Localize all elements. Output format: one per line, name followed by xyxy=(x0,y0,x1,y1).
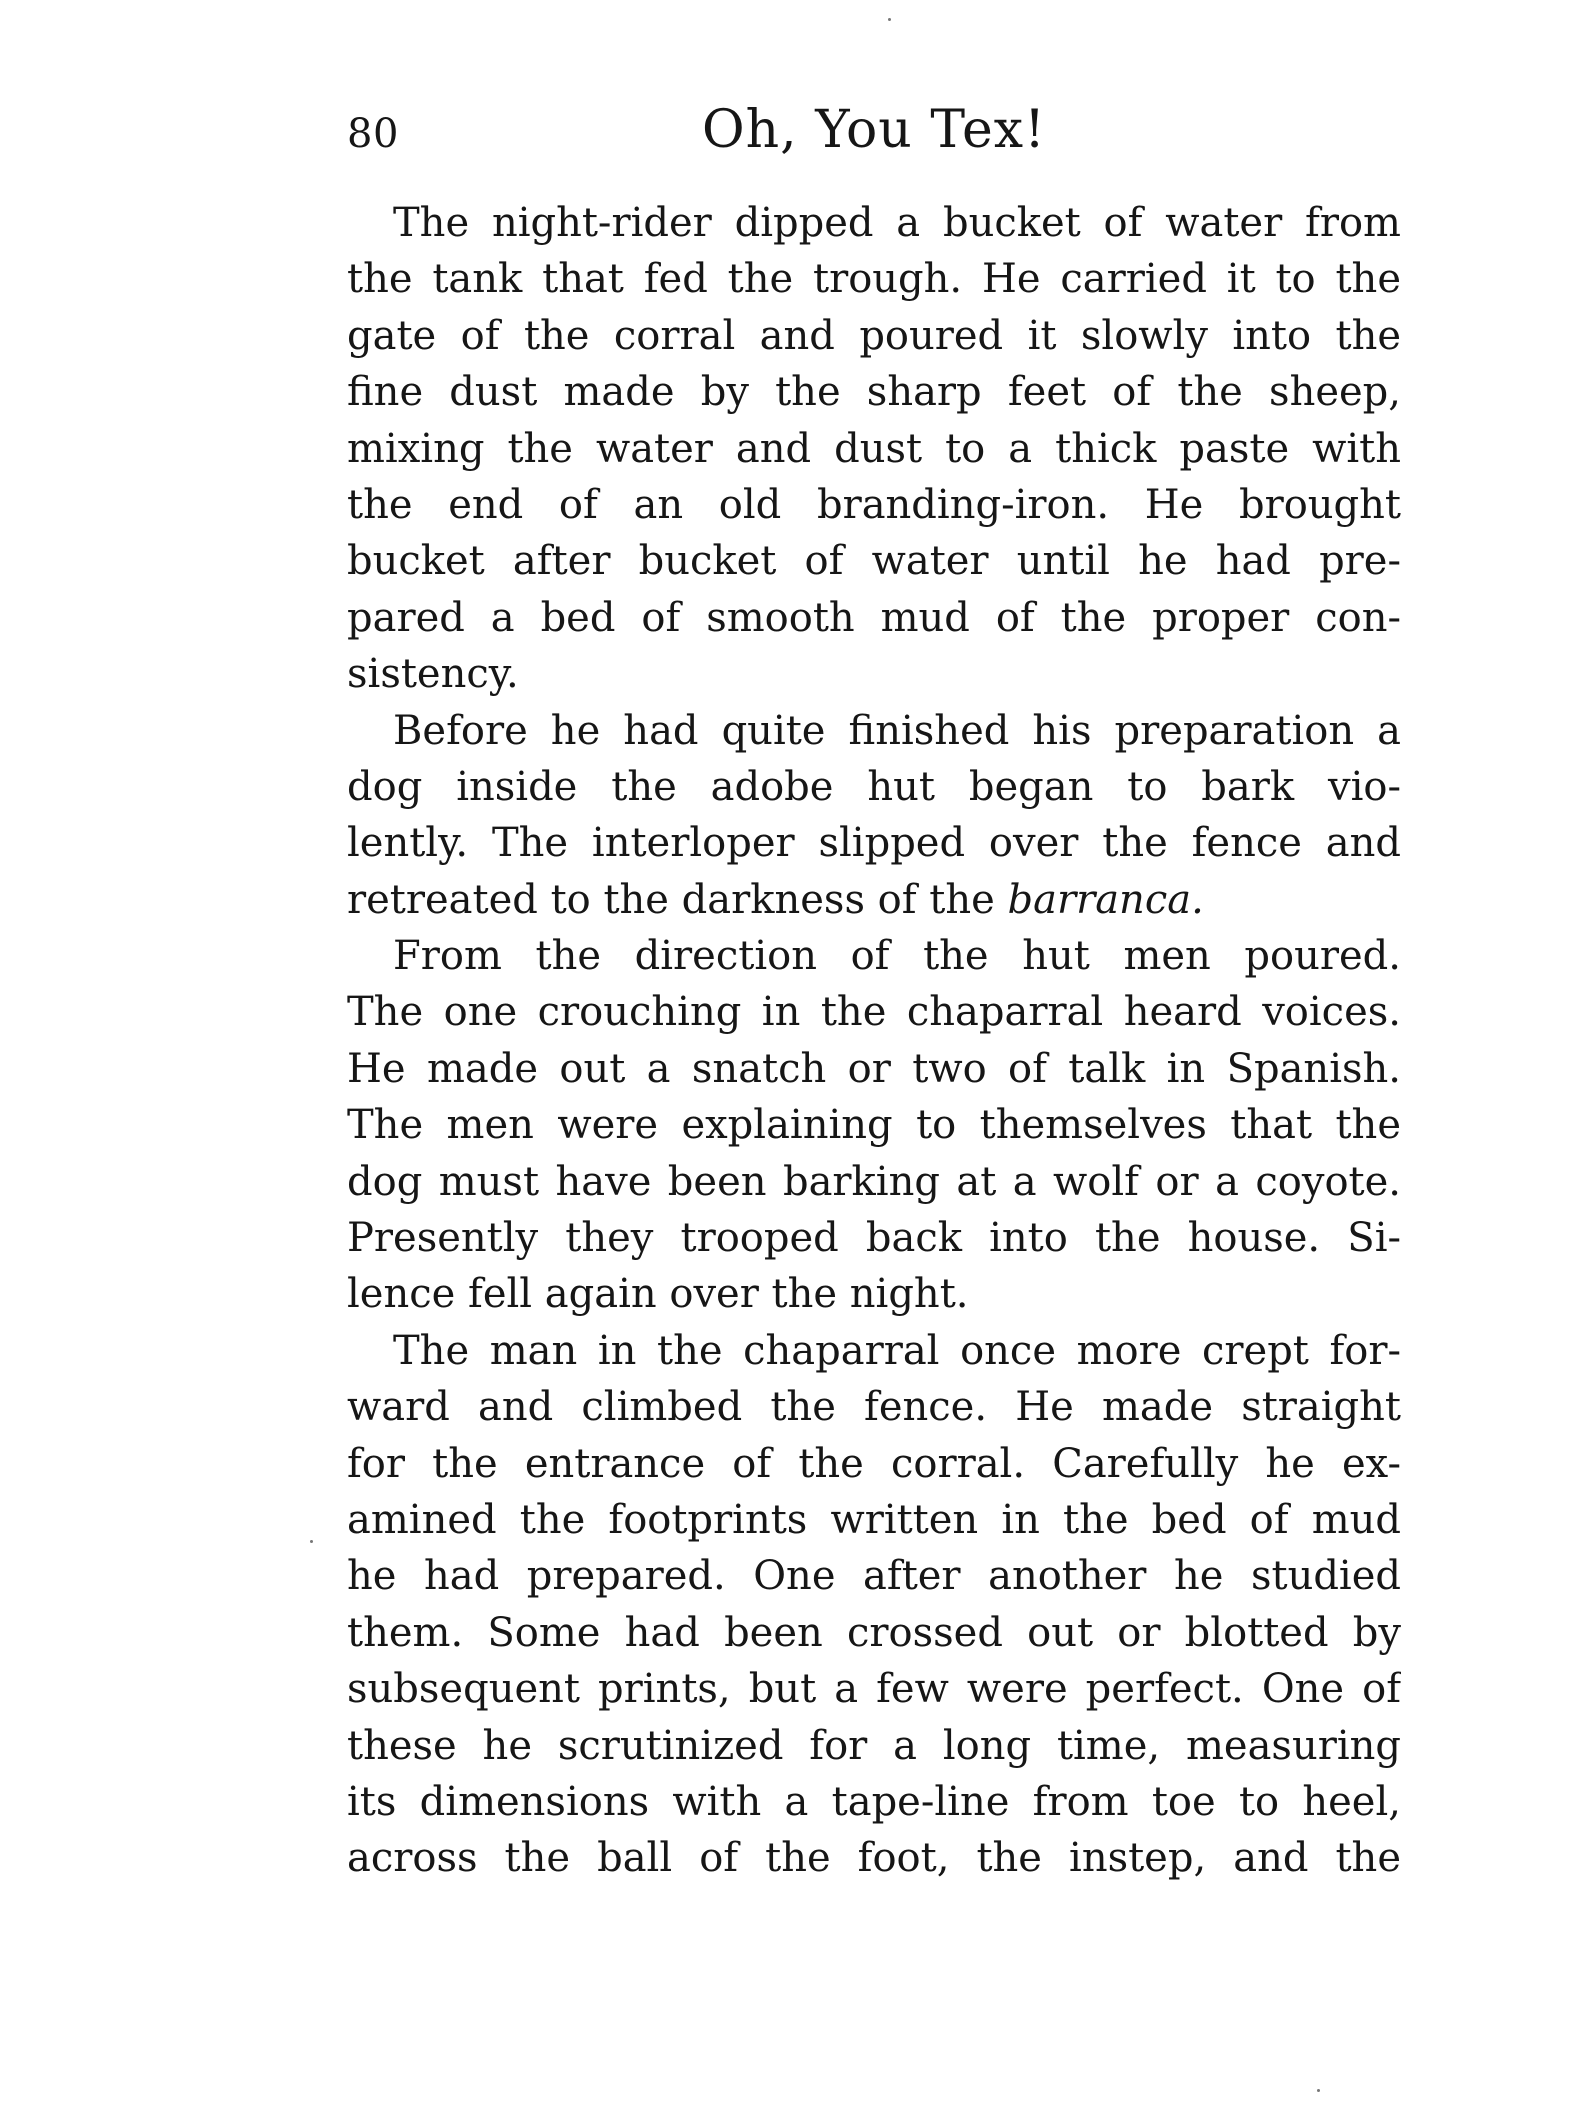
text-line: bucket after bucket of water until he had pre- xyxy=(347,538,1401,585)
print-speck xyxy=(888,18,891,21)
paragraph xyxy=(347,703,1401,929)
paragraph xyxy=(347,195,1401,703)
text-line: Presently they trooped back into the house. Si- xyxy=(347,1215,1401,1262)
text-line: them. Some had been crossed out or blotted by xyxy=(347,1609,1401,1656)
text-line: the tank that fed the trough. He carried it to the xyxy=(347,256,1401,303)
body-text xyxy=(347,195,1401,1887)
paragraph xyxy=(347,1323,1401,1887)
text-line: lently. The interloper slipped over the fence and xyxy=(347,820,1401,867)
text-line: lence fell again over the night. xyxy=(347,1271,969,1318)
text-line: Before he had quite finished his preparation a xyxy=(393,707,1401,754)
text-line: gate of the corral and poured it slowly into the xyxy=(347,312,1401,359)
text-line: dog must have been barking at a wolf or a coyote. xyxy=(347,1158,1401,1205)
text-line: dog inside the adobe hut began to bark vio- xyxy=(347,763,1401,810)
text-line: the end of an old branding-iron. He brought xyxy=(347,481,1401,528)
page-header xyxy=(347,100,1401,174)
text-line: fine dust made by the sharp feet of the sheep, xyxy=(347,369,1401,416)
paragraph xyxy=(347,928,1401,1323)
italic-word: barranca. xyxy=(1007,876,1204,923)
text-line: amined the footprints written in the bed of mud xyxy=(347,1496,1401,1543)
text-line: The one crouching in the chaparral heard voices. xyxy=(347,989,1401,1036)
text-line: these he scrutinized for a long time, measuring xyxy=(347,1722,1401,1769)
print-speck xyxy=(310,1540,313,1543)
text-line: its dimensions with a tape-line from toe to heel, xyxy=(347,1778,1401,1825)
page-number: 80 xyxy=(347,111,399,157)
text-line: From the direction of the hut men poured. xyxy=(393,933,1401,980)
text-line: ward and climbed the fence. He made straight xyxy=(347,1384,1401,1431)
print-speck xyxy=(1317,2089,1320,2092)
text-line: for the entrance of the corral. Carefully he ex- xyxy=(347,1440,1401,1487)
text-line: mixing the water and dust to a thick paste with xyxy=(347,425,1401,472)
text-line: he had prepared. One after another he studied xyxy=(347,1553,1401,1600)
text-line: The men were explaining to themselves that the xyxy=(347,1102,1401,1149)
text-line: subsequent prints, but a few were perfect. One of xyxy=(347,1666,1401,1713)
text-line-segment: retreated to the darkness of the xyxy=(347,876,1008,923)
text-line: pared a bed of smooth mud of the proper con- xyxy=(347,594,1401,641)
text-line: The night-rider dipped a bucket of water from xyxy=(393,200,1401,246)
running-head-title: Oh, You Tex! xyxy=(702,100,1046,160)
text-line: The man in the chaparral once more crept for- xyxy=(393,1327,1401,1374)
text-line: He made out a snatch or two of talk in Spanish. xyxy=(347,1045,1401,1092)
text-line: across the ball of the foot, the instep, and the xyxy=(347,1835,1401,1882)
text-line xyxy=(347,872,1401,928)
text-line: sistency. xyxy=(347,651,519,698)
